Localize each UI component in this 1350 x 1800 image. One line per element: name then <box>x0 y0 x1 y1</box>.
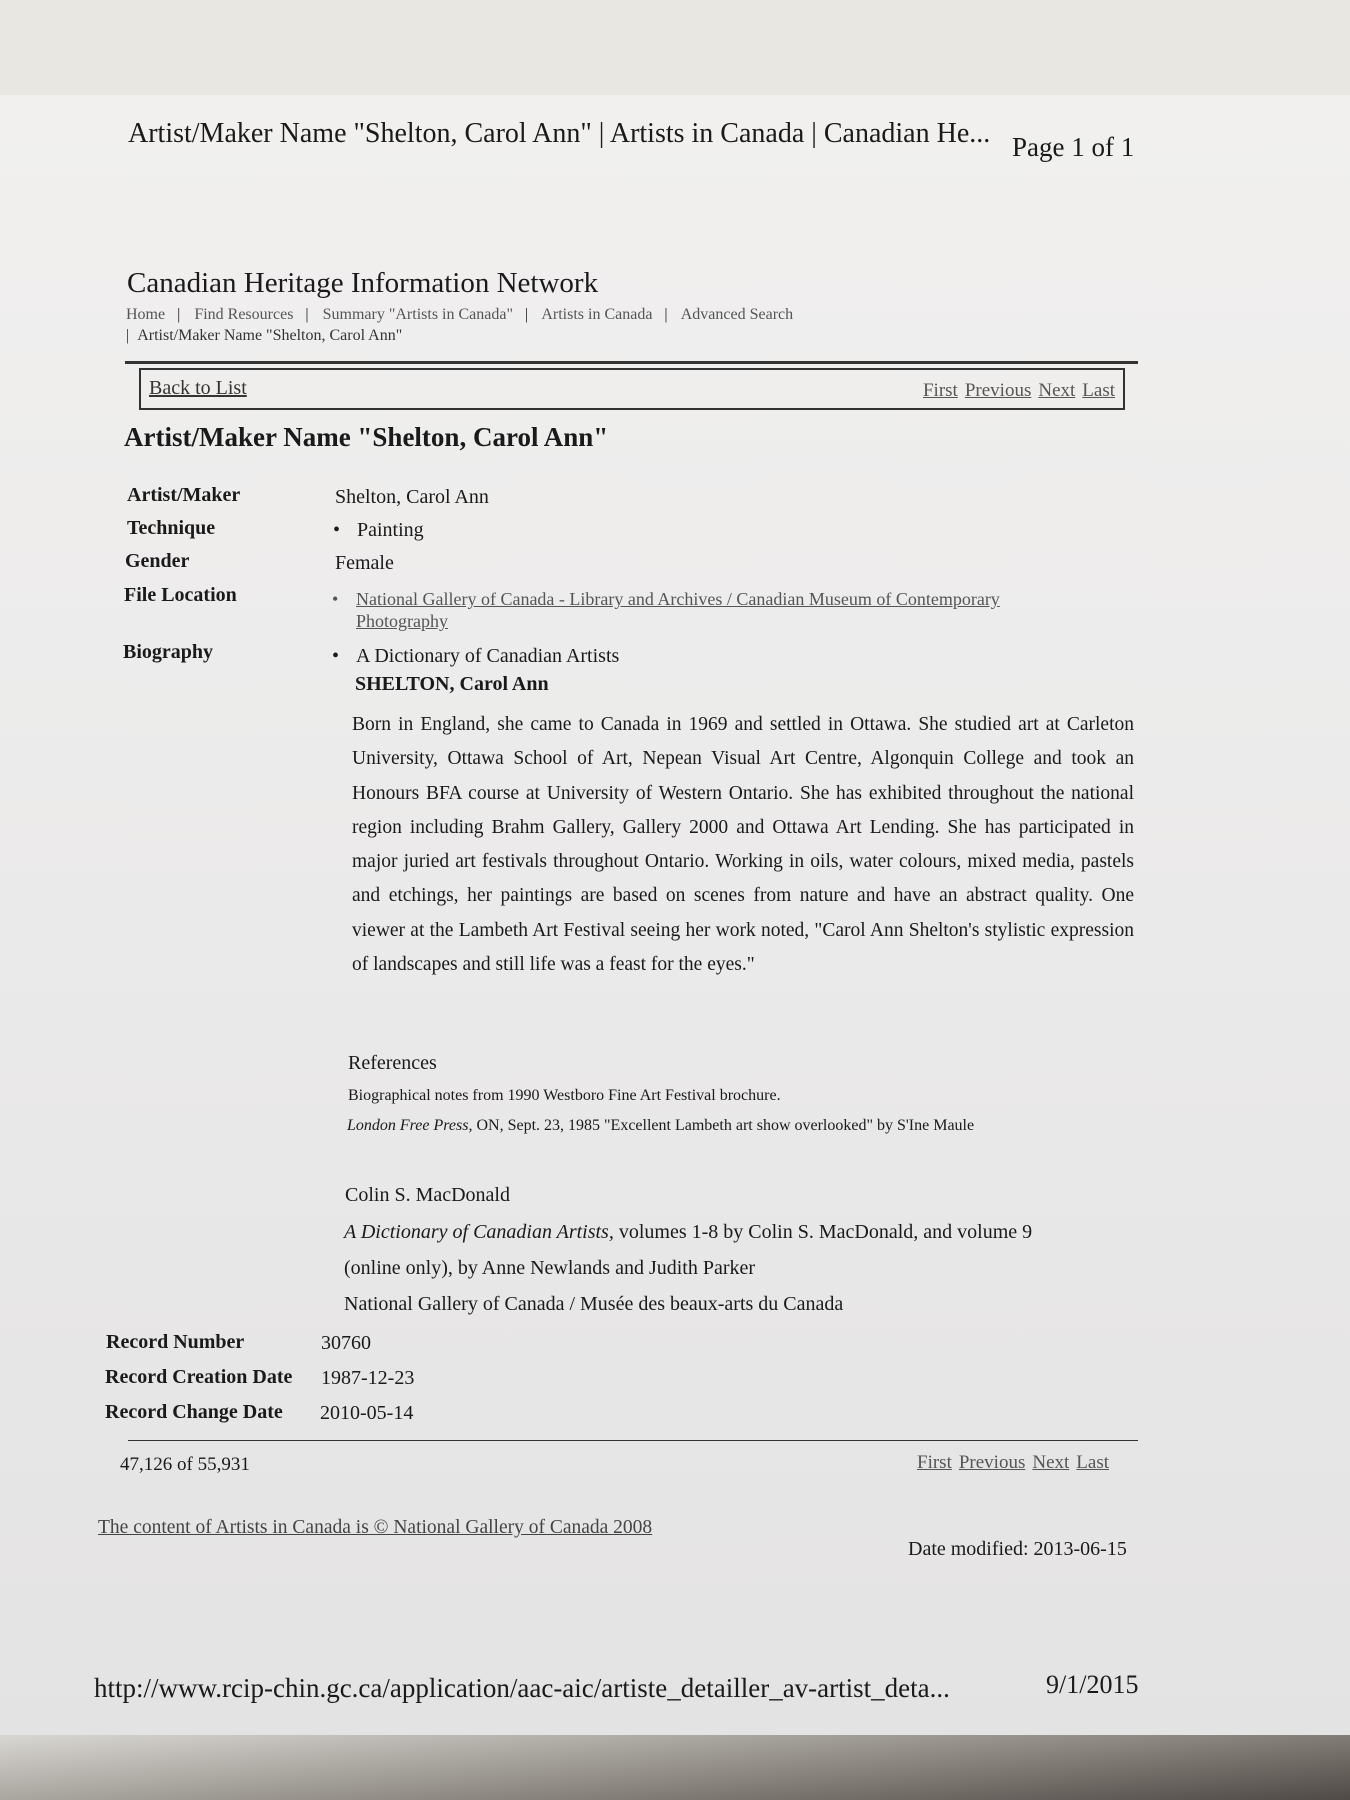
record-number-value: 30760 <box>321 1332 371 1354</box>
breadcrumb-divider: | <box>126 327 138 344</box>
breadcrumb-artists-in-canada[interactable]: Artists in Canada <box>541 306 653 323</box>
last-link[interactable]: Last <box>1082 380 1115 401</box>
reference-2-details: ON, Sept. 23, 1985 "Excellent Lambeth art show overlooked" by S'Ine Maule <box>472 1117 975 1134</box>
date-modified: Date modified: 2013-06-15 <box>908 1538 1127 1560</box>
back-to-list-link[interactable]: Back to List <box>149 377 247 399</box>
record-nav-bar <box>139 368 1125 410</box>
reference-2 <box>347 1117 974 1135</box>
breadcrumb-summary[interactable]: Summary "Artists in Canada" <box>322 306 513 323</box>
header-divider <box>125 361 1138 364</box>
record-change-label: Record Change Date <box>105 1401 283 1423</box>
breadcrumb <box>126 306 801 324</box>
breadcrumb-divider: | <box>177 306 181 323</box>
record-change-value: 2010-05-14 <box>320 1402 414 1424</box>
breadcrumb-advanced-search[interactable]: Advanced Search <box>680 306 794 323</box>
record-creation-label: Record Creation Date <box>105 1366 293 1388</box>
biography-text: Born in England, she came to Canada in 1969 and settled in Ottawa. She studied art at Carleton University, Ottawa School of Art, Nepean Visual Art Centre, Algonquin College and took an Honours BFA course at University of Western Ontario. She has exhibited throughout the national region including Brahm Gallery, Gallery 2000 and Ottawa Art Lending. She has participated in major juried art festivals throughout Ontario. Working in oils, water colours, mixed media, pastels and etchings, her paintings are based on scenes from nature and have an abstract quality. One viewer at the Lambeth Art Festival seeing her work noted, "Carol Ann Shelton's stylistic expression of landscapes and still life was a feast for the eyes." <box>352 714 1134 976</box>
pager-top <box>916 380 1115 402</box>
references-heading: References <box>348 1052 437 1074</box>
breadcrumb-divider: | <box>305 306 309 323</box>
credit-volumes: volumes 1-8 by Colin S. MacDonald, and volume 9 <box>613 1221 1033 1243</box>
print-footer-url: http://www.rcip-chin.gc.ca/application/aac-aic/artiste_detailler_av-artist_deta... <box>94 1673 950 1703</box>
breadcrumb-divider: | <box>664 306 668 323</box>
file-location-label: File Location <box>124 584 237 606</box>
technique-label: Technique <box>127 517 216 539</box>
record-counter: 47,126 of 55,931 <box>120 1454 250 1475</box>
gender-label: Gender <box>125 550 190 572</box>
file-location-link-cont[interactable]: Photography <box>356 611 448 631</box>
biography-source: • A Dictionary of Canadian Artists <box>356 645 619 668</box>
print-page-number: Page 1 of 1 <box>1012 132 1135 162</box>
record-title: Artist/Maker Name "Shelton, Carol Ann" <box>124 422 609 452</box>
reference-2-publication: London Free Press, <box>347 1117 473 1134</box>
record-creation-value: 1987-12-23 <box>321 1367 415 1389</box>
print-header-title: Artist/Maker Name "Shelton, Carol Ann" | Artists in Canada | Canadian He... <box>128 118 991 149</box>
technique-value: • Painting <box>357 519 424 542</box>
copyright-link[interactable]: The content of Artists in Canada is © National Gallery of Canada 2008 <box>98 1517 653 1538</box>
artist-value: Shelton, Carol Ann <box>335 486 489 508</box>
previous-link-bottom[interactable]: Previous <box>958 1452 1026 1473</box>
credit-line-2: (online only), by Anne Newlands and Judith Parker <box>344 1257 756 1279</box>
gender-value: Female <box>335 552 394 574</box>
background-floor <box>0 1735 1350 1800</box>
reference-1: Biographical notes from 1990 Westboro Fine Art Festival brochure. <box>348 1087 781 1104</box>
print-footer-date: 9/1/2015 <box>1046 1670 1139 1699</box>
artist-label: Artist/Maker <box>127 484 241 506</box>
biography-label: Biography <box>123 641 214 663</box>
breadcrumb-divider: | <box>525 306 529 323</box>
next-link-bottom[interactable]: Next <box>1032 1452 1070 1473</box>
next-link[interactable]: Next <box>1038 380 1076 401</box>
credit-line-3: National Gallery of Canada / Musée des beaux-arts du Canada <box>344 1293 844 1315</box>
credit-author: Colin S. MacDonald <box>345 1184 510 1206</box>
first-link-bottom[interactable]: First <box>917 1452 952 1473</box>
record-number-label: Record Number <box>106 1331 245 1353</box>
breadcrumb-home[interactable]: Home <box>126 306 166 323</box>
credit-book-title: A Dictionary of Canadian Artists, <box>344 1221 614 1243</box>
file-location-link[interactable]: • National Gallery of Canada - Library and Archives / Canadian Museum of Contemporary <box>356 589 1000 610</box>
site-title: Canadian Heritage Information Network <box>127 267 599 299</box>
breadcrumb-current <box>126 327 402 345</box>
biography-heading: SHELTON, Carol Ann <box>355 673 549 695</box>
breadcrumb-find-resources[interactable]: Find Resources <box>194 306 294 323</box>
last-link-bottom[interactable]: Last <box>1076 1452 1110 1473</box>
first-link[interactable]: First <box>922 380 958 401</box>
breadcrumb-current-label: Artist/Maker Name "Shelton, Carol Ann" <box>137 327 403 344</box>
footer-divider <box>128 1440 1138 1441</box>
pager-bottom <box>910 1452 1109 1474</box>
previous-link[interactable]: Previous <box>964 380 1032 401</box>
credit-line-1 <box>344 1221 1032 1244</box>
